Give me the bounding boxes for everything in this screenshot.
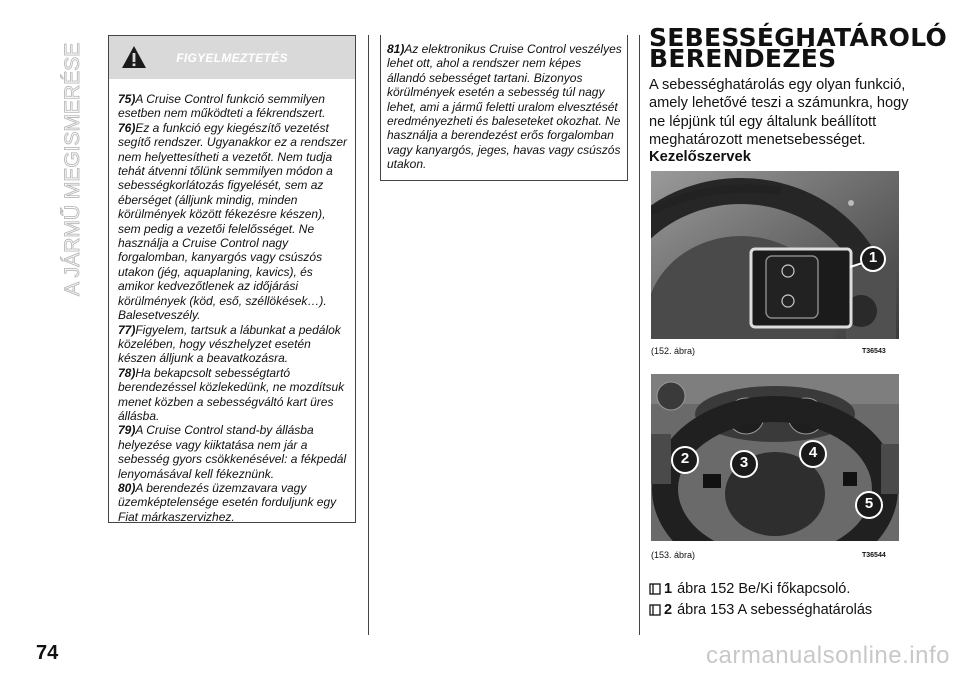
figure-reference <box>649 581 850 597</box>
figure-callout: 3 <box>739 454 749 471</box>
warning-item <box>118 121 349 323</box>
warning-title: FIGYELMEZTETÉS <box>176 51 288 65</box>
warning-item-number: 79) <box>118 423 136 438</box>
figure-code: T36543 <box>862 348 886 355</box>
book-icon <box>649 583 661 595</box>
warning-item-text: Ha bekapcsolt sebességtartó berendezéssel közlekedünk, ne mozdítsuk menet közben a sebességváltó kart üres állásba. <box>118 365 345 423</box>
figure-code: T36544 <box>862 552 886 559</box>
section-title-line: SEBESSÉGHATÁROLÓ <box>649 23 948 52</box>
warning-item <box>118 366 349 424</box>
warning-text <box>118 92 349 524</box>
page-number: 74 <box>36 642 59 664</box>
watermark: carmanualsonline.info <box>706 642 950 669</box>
section-intro: A sebességhatárolás egy olyan funkció, amely lehetővé teszi a számunkra, hogy ne lépjünk túl egy általunk beállított meghatározott menetsebességet. <box>649 77 909 149</box>
section-title-line: BERENDEZÉS <box>649 44 837 73</box>
section-title <box>649 23 948 73</box>
warning-box <box>108 35 356 523</box>
warning-item-text: A Cruise Control funkció semmilyen esetben nem működteti a fékrendszert. <box>118 92 326 121</box>
column-divider <box>639 35 640 635</box>
warning-item-number: 77) <box>118 322 136 337</box>
figure-reference-number: 2 <box>664 602 673 618</box>
warning-item <box>118 323 349 366</box>
warning-item <box>387 42 623 172</box>
side-chapter-title-text: A JÁRMŰ MEGISMERÉSE <box>61 42 84 296</box>
subheading: Kezelőszervek <box>649 149 751 165</box>
figure-reference-text: ábra 152 Be/Ki főkapcsoló. <box>677 581 851 597</box>
figure-callout: 4 <box>808 444 818 461</box>
figure-reference-text: ábra 153 A sebességhatárolás <box>677 602 873 618</box>
warning-continued-text <box>387 42 623 172</box>
warning-item-number: 81) <box>387 42 405 56</box>
warning-item-number: 76) <box>118 120 136 135</box>
figure-caption: (152. ábra) <box>651 346 696 356</box>
warning-header <box>109 36 355 79</box>
figure-callout: 5 <box>864 495 874 512</box>
warning-item-number: 75) <box>118 92 136 106</box>
warning-continued-box <box>380 35 628 181</box>
book-icon <box>649 604 661 616</box>
figure-153-image <box>651 374 899 541</box>
figure-152-image <box>651 171 899 339</box>
warning-item-text: Az elektronikus Cruise Control veszélyes lehet ott, ahol a rendszer nem képes állandó sebességet tartani. Bizonyos körülmények esetén a sebesség túl nagy lehet, ami a jármű feletti uralom elvesztését eredményezheti és baleseteket okozhat. Ne használja a berendezést erős forgalomban vagy kanyargós, jeges, havas vagy csúszós utakon. <box>387 42 622 172</box>
warning-item <box>118 481 349 524</box>
figure-reference <box>649 602 872 618</box>
column-divider <box>368 35 369 635</box>
figure-callout: 1 <box>868 249 878 266</box>
warning-item-text: Ez a funkció egy kiegészítő vezetést segítő rendszer. Ugyanakkor ez a rendszer nem helyettesítheti a vezetőt. Nem tudja tehát átvenni tőlünk semmilyen módon a sebességkorlátozás figyelését, sem az éberséget (álljunk mindig, minden körülmények között fékezésre készen), sem pedig a vezetői felelősséget. Ne használja a Cruise Control nagy forgalomban, kanyargós vagy csúszós utakon (jég, aquaplaning, kavics), és amikor kedvezőtlenek az időjárási körülmények (köd, eső, széllökések…). Balesetveszély. <box>118 120 348 323</box>
warning-item-number: 80) <box>118 480 136 495</box>
side-chapter-title <box>36 30 86 300</box>
warning-item-text: Figyelem, tartsuk a lábunkat a pedálok közelében, hogy vészhelyzet esetén készen álljunk a beavatkozásra. <box>118 322 341 366</box>
warning-item-text: A Cruise Control stand-by állásba helyezése vagy kiiktatása nem jár a sebesség gyors csökkenésével: a fékpedál lenyomásával kell fékeznünk. <box>118 423 347 481</box>
warning-item <box>118 423 349 481</box>
figure-caption: (153. ábra) <box>651 550 696 560</box>
warning-item-text: A berendezés üzemzavara vagy üzemképtelensége esetén forduljunk egy Fiat márkaszervizhez. <box>118 480 337 524</box>
warning-item-number: 78) <box>118 365 136 380</box>
warning-item <box>118 92 349 121</box>
figure-reference-number: 1 <box>664 581 673 597</box>
figure-callout: 2 <box>680 450 690 467</box>
